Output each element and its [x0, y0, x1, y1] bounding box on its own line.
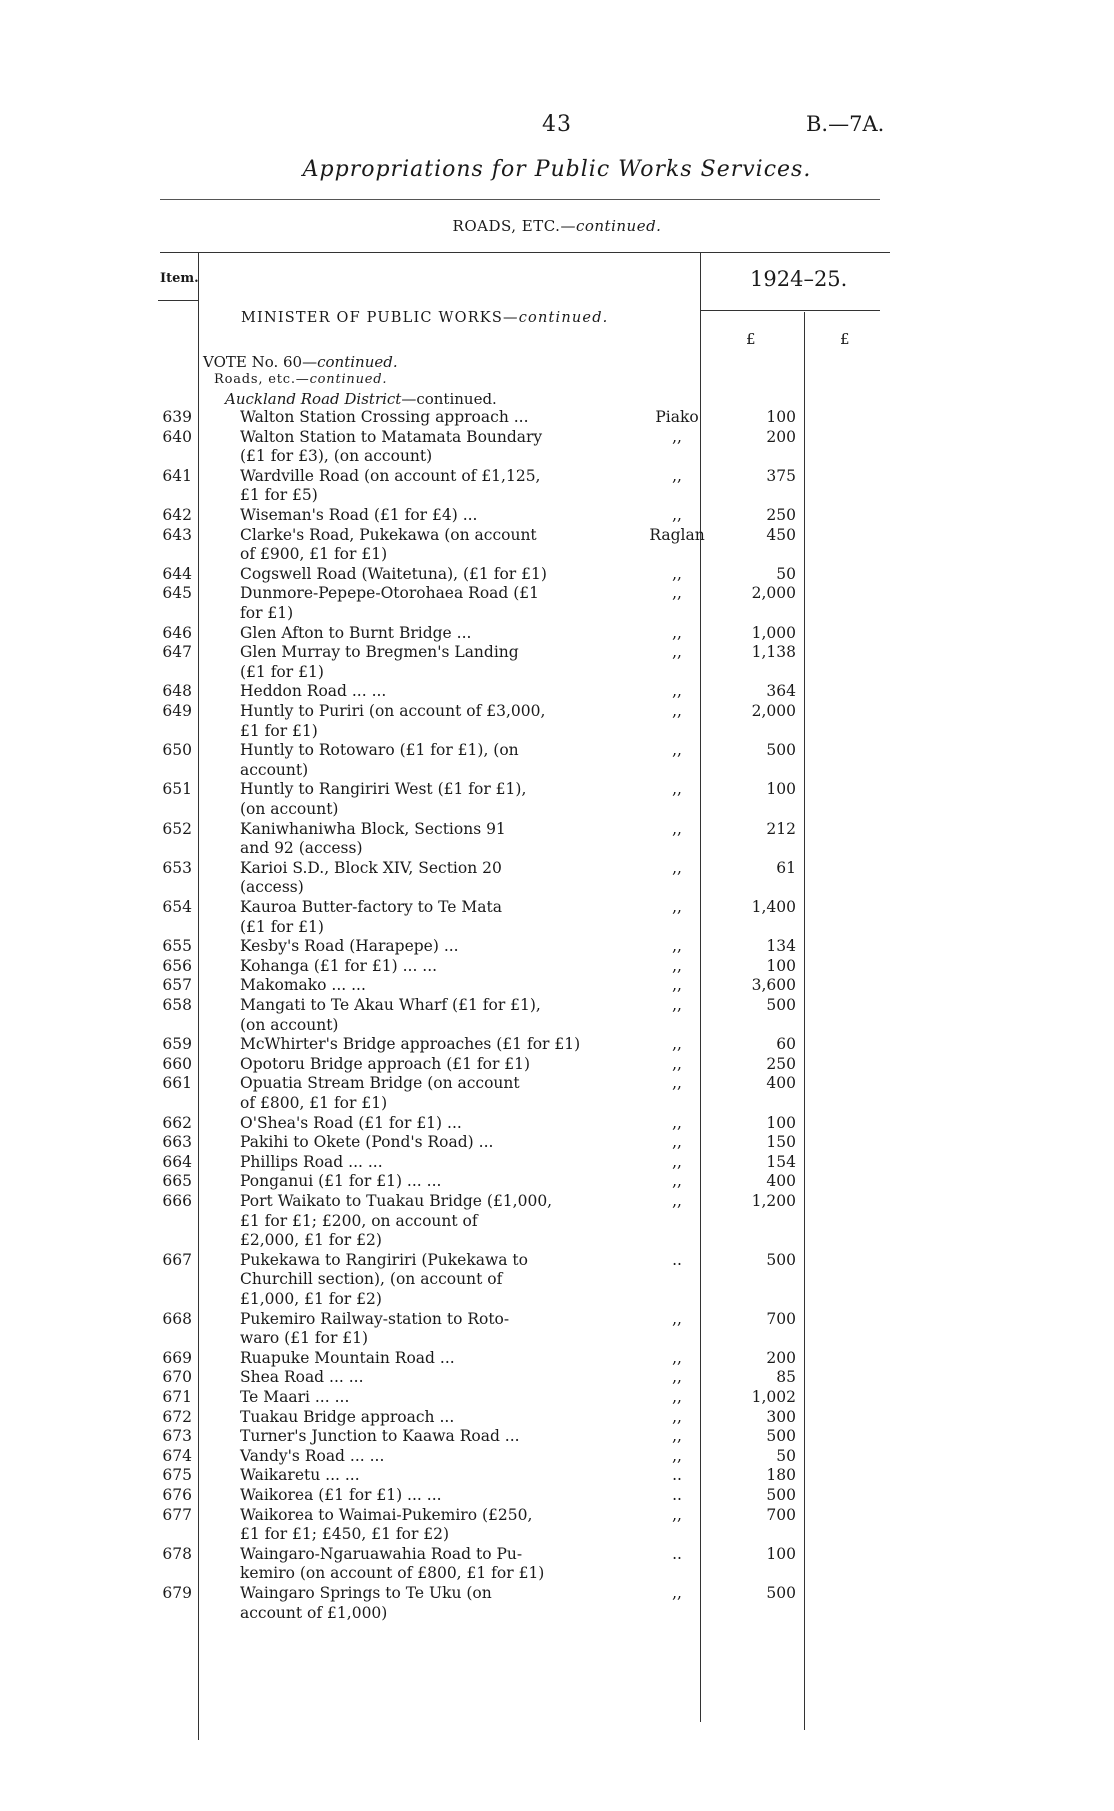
item-amount: 200 [766, 427, 796, 446]
item-number: 668 [162, 1309, 192, 1328]
item-number: 663 [162, 1133, 192, 1152]
item-amount: 250 [766, 1054, 796, 1073]
item-district: ,, [672, 506, 682, 524]
item-amount: 1,138 [751, 643, 796, 662]
item-description: Dunmore-Pepepe-Otorohaea Road (£1 for £1) [240, 584, 540, 622]
minister-heading [241, 310, 609, 326]
table-top-rule [160, 252, 890, 253]
item-number: 679 [162, 1584, 192, 1602]
item-number: 665 [162, 1172, 192, 1191]
district-name: Auckland Road District [225, 390, 402, 408]
item-description: Pukekawa to Rangiriri (Pukekawa to Churchill section), (on account of £1,000, £1 for £2) [240, 1250, 528, 1308]
item-description: Waingaro-Ngaruawahia Road to Pu- kemiro (on account of £800, £1 for £1) [240, 1544, 545, 1583]
item-number: 671 [162, 1388, 192, 1406]
pound-symbol-col2: £ [840, 330, 850, 348]
item-description: Phillips Road ... ... [240, 1152, 383, 1171]
item-number: 672 [162, 1407, 192, 1426]
item-description: Pakihi to Okete (Pond's Road) ... [240, 1133, 494, 1152]
item-description: Karioi S.D., Block XIV, Section 20 (access) [240, 858, 502, 897]
item-number: 674 [162, 1446, 192, 1465]
item-description: Walton Station Crossing approach ... [240, 408, 529, 426]
item-description: Huntly to Puriri (on account of £3,000, £1 for £1) [240, 702, 546, 740]
item-description: Ponganui (£1 for £1) ... ... [240, 1172, 442, 1191]
item-amount: 1,400 [751, 898, 796, 916]
item-amount: 154 [766, 1152, 796, 1171]
item-description: Walton Station to Matamata Boundary (£1 for £3), (on account) [240, 427, 543, 466]
item-number: 658 [162, 996, 192, 1014]
item-district: ,, [672, 1368, 682, 1387]
item-description: Waikaretu ... ... [240, 1466, 360, 1485]
roads-subheading [214, 372, 387, 387]
item-number: 662 [162, 1113, 192, 1132]
item-description: Wardville Road (on account of £1,125, £1 for £5) [240, 466, 541, 505]
item-amount: 100 [766, 1544, 796, 1563]
item-number: 639 [162, 408, 192, 426]
item-amount: 100 [766, 408, 796, 426]
item-description: Heddon Road ... ... [240, 682, 387, 701]
item-number: 656 [162, 956, 192, 975]
item-description: McWhirter's Bridge approaches (£1 for £1) [240, 1035, 581, 1054]
item-number: 649 [162, 702, 192, 720]
item-description: Vandy's Road ... ... [240, 1446, 385, 1465]
item-amount: 500 [766, 1486, 796, 1504]
item-amount: 100 [766, 1113, 796, 1132]
item-description: Glen Afton to Burnt Bridge ... [240, 623, 472, 642]
section-subtitle [0, 217, 1114, 235]
item-amount: 500 [766, 1427, 796, 1446]
item-description: Waikorea to Waimai-Pukemiro (£250, £1 for £1; £450, £1 for £2) [240, 1505, 533, 1544]
item-number: 667 [162, 1250, 192, 1269]
item-district: ,, [672, 466, 682, 485]
item-number: 646 [162, 623, 192, 642]
item-number: 643 [162, 525, 192, 544]
item-number: 645 [162, 584, 192, 603]
item-amount: 500 [766, 1250, 796, 1269]
item-district: ,, [672, 643, 682, 662]
item-district: ,, [672, 1054, 682, 1073]
item-district: .. [672, 1486, 682, 1504]
minister-continued: continued. [518, 310, 609, 326]
item-amount: 1,200 [751, 1192, 796, 1210]
item-amount: 500 [766, 741, 796, 760]
item-description: O'Shea's Road (£1 for £1) ... [240, 1113, 462, 1132]
item-description: Opotoru Bridge approach (£1 for £1) [240, 1054, 531, 1073]
title-divider [160, 199, 880, 200]
item-description: Shea Road ... ... [240, 1368, 364, 1387]
district-continued: —continued. [401, 390, 497, 408]
item-description: Port Waikato to Tuakau Bridge (£1,000, £1 for £1; £200, on account of £2,000, £1 for £2) [240, 1192, 553, 1250]
item-number: 653 [162, 858, 192, 877]
item-number: 675 [162, 1466, 192, 1485]
item-district: ,, [672, 1388, 682, 1406]
item-description: Kohanga (£1 for £1) ... ... [240, 956, 438, 975]
item-district: ,, [672, 1074, 682, 1093]
item-amount: 134 [766, 937, 796, 956]
item-number: 640 [162, 427, 192, 446]
item-number: 641 [162, 466, 192, 485]
item-description: Turner's Junction to Kaawa Road ... [240, 1427, 520, 1446]
item-amount: 85 [776, 1368, 796, 1387]
item-description: Kesby's Road (Harapepe) ... [240, 937, 459, 956]
item-amount: 61 [776, 858, 796, 877]
vote-continued: continued. [317, 353, 398, 371]
item-number: 657 [162, 976, 192, 995]
item-amount: 500 [766, 996, 796, 1014]
item-district: ,, [672, 741, 682, 760]
item-number: 677 [162, 1505, 192, 1524]
item-description: Pukemiro Railway-station to Roto- waro (£1 for £1) [240, 1309, 510, 1348]
item-description: Makomako ... ... [240, 976, 366, 995]
item-district: ,, [672, 1584, 682, 1602]
item-district: ,, [672, 1407, 682, 1426]
item-amount: 50 [776, 1446, 796, 1465]
document-reference: B.—7A. [806, 112, 885, 136]
item-amount: 300 [766, 1407, 796, 1426]
page-number: 43 [542, 112, 572, 137]
roads-main: Roads, etc.— [214, 372, 310, 387]
amount-column-divider [804, 312, 805, 1730]
item-amount: 700 [766, 1505, 796, 1524]
vote-main: VOTE No. 60— [203, 353, 318, 371]
item-district: Piako [655, 408, 699, 426]
item-district: ,, [672, 956, 682, 975]
item-number: 659 [162, 1035, 192, 1054]
item-amount: 100 [766, 956, 796, 975]
pound-symbol-col1: £ [746, 330, 756, 348]
item-district: ,, [672, 584, 682, 603]
item-description: Ruapuke Mountain Road ... [240, 1348, 455, 1367]
item-description: Waingaro Springs to Te Uku (on account of £1,000) [240, 1584, 492, 1622]
roads-continued: continued. [309, 372, 388, 387]
item-district: ,, [672, 937, 682, 956]
item-description: Kauroa Butter-factory to Te Mata (£1 for £1) [240, 898, 502, 936]
page-title: Appropriations for Public Works Services. [302, 157, 812, 182]
item-description: Wiseman's Road (£1 for £4) ... [240, 506, 478, 524]
item-description: Kaniwhaniwha Block, Sections 91 and 92 (access) [240, 819, 506, 858]
item-district: ,, [672, 1113, 682, 1132]
item-district: ,, [672, 1035, 682, 1054]
item-district: ,, [672, 1309, 682, 1328]
item-district: ,, [672, 564, 682, 583]
item-amount: 100 [766, 780, 796, 799]
item-amount: 500 [766, 1584, 796, 1602]
item-amount: 60 [776, 1035, 796, 1054]
item-district: .. [672, 1544, 682, 1563]
item-number: 651 [162, 780, 192, 799]
item-amount: 212 [766, 819, 796, 838]
item-district: ,, [672, 996, 682, 1014]
item-amount: 50 [776, 564, 796, 583]
item-number: 661 [162, 1074, 192, 1093]
item-district: ,, [672, 1192, 682, 1210]
item-district: .. [672, 1250, 682, 1269]
vote-heading [203, 353, 398, 371]
item-district: .. [672, 1466, 682, 1485]
item-number: 678 [162, 1544, 192, 1563]
item-district: ,, [672, 427, 682, 446]
item-amount: 250 [766, 506, 796, 524]
item-district: ,, [672, 682, 682, 701]
item-number: 676 [162, 1486, 192, 1504]
item-number: 660 [162, 1054, 192, 1073]
item-amount: 180 [766, 1466, 796, 1485]
item-amount: 1,000 [751, 623, 796, 642]
item-column-divider [198, 252, 199, 1740]
district-heading [225, 390, 497, 408]
item-amount: 400 [766, 1074, 796, 1093]
item-number: 650 [162, 741, 192, 760]
item-amount: 450 [766, 525, 796, 544]
item-district: Raglan [649, 525, 705, 544]
item-number: 642 [162, 506, 192, 524]
item-description: Huntly to Rangiriri West (£1 for £1), (on account) [240, 780, 527, 818]
item-description: Huntly to Rotowaro (£1 for £1), (on account) [240, 741, 519, 779]
item-description: Te Maari ... ... [240, 1388, 350, 1406]
item-number: 664 [162, 1152, 192, 1171]
item-description: Mangati to Te Akau Wharf (£1 for £1), (on account) [240, 996, 541, 1034]
item-amount: 700 [766, 1309, 796, 1328]
item-description: Tuakau Bridge approach ... [240, 1407, 455, 1426]
item-number: 670 [162, 1368, 192, 1387]
item-amount: 1,002 [751, 1388, 796, 1406]
item-description: Opuatia Stream Bridge (on account of £800, £1 for £1) [240, 1074, 520, 1112]
item-number: 648 [162, 682, 192, 701]
item-district: ,, [672, 1133, 682, 1152]
item-district: ,, [672, 1172, 682, 1191]
item-district: ,, [672, 1505, 682, 1524]
item-description: Clarke's Road, Pukekawa (on account of £900, £1 for £1) [240, 525, 537, 564]
item-amount: 200 [766, 1348, 796, 1367]
minister-main: MINISTER OF PUBLIC WORKS— [241, 310, 519, 326]
item-column-header: Item. [160, 271, 199, 286]
item-district: ,, [672, 1427, 682, 1446]
item-district: ,, [672, 702, 682, 720]
item-district: ,, [672, 1152, 682, 1171]
year-column-header: 1924–25. [750, 267, 848, 291]
item-amount: 400 [766, 1172, 796, 1191]
item-number: 666 [162, 1192, 192, 1210]
item-header-rule [158, 300, 198, 301]
item-district: ,, [672, 976, 682, 995]
item-amount: 3,600 [751, 976, 796, 995]
item-description: Waikorea (£1 for £1) ... ... [240, 1486, 442, 1504]
item-district: ,, [672, 1348, 682, 1367]
item-district: ,, [672, 819, 682, 838]
item-number: 644 [162, 564, 192, 583]
item-amount: 150 [766, 1133, 796, 1152]
year-header-rule [700, 310, 880, 311]
item-district: ,, [672, 623, 682, 642]
item-number: 669 [162, 1348, 192, 1367]
item-number: 673 [162, 1427, 192, 1446]
item-number: 655 [162, 937, 192, 956]
item-number: 647 [162, 643, 192, 662]
item-description: Cogswell Road (Waitetuna), (£1 for £1) [240, 564, 547, 583]
subtitle-continued: continued. [575, 217, 662, 235]
item-number: 652 [162, 819, 192, 838]
subtitle-main: ROADS, ETC.— [452, 217, 576, 235]
item-description: Glen Murray to Bregmen's Landing (£1 for £1) [240, 643, 519, 681]
item-amount: 375 [766, 466, 796, 485]
item-amount: 2,000 [751, 584, 796, 603]
item-number: 654 [162, 898, 192, 916]
item-district: ,, [672, 898, 682, 916]
item-amount: 2,000 [751, 702, 796, 720]
item-amount: 364 [766, 682, 796, 701]
item-district: ,, [672, 1446, 682, 1465]
item-district: ,, [672, 780, 682, 799]
item-district: ,, [672, 858, 682, 877]
